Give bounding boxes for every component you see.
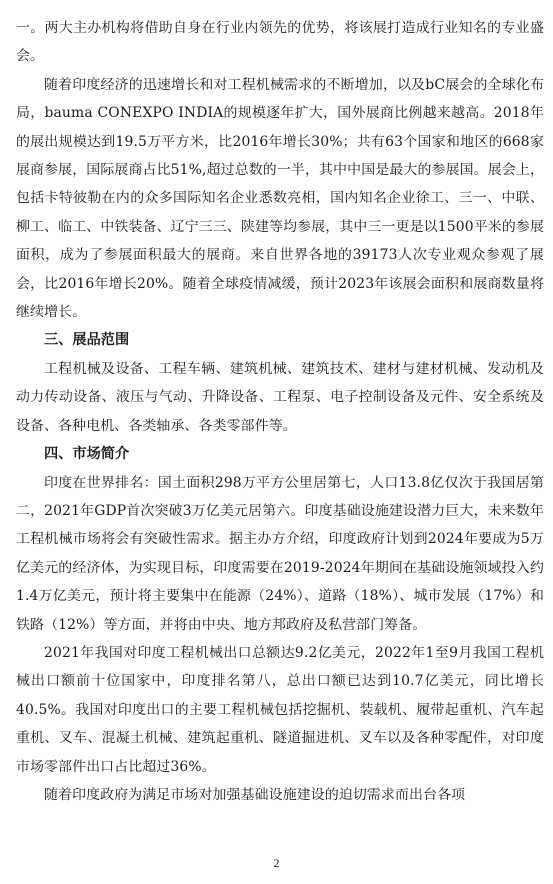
paragraph-india-ranking: 印度在世界排名：国土面积298万平方公里居第七，人口13.8亿仅次于我国居第二，2021年GDP首次突破3万亿美元居第六。印度基础设施建设潜力巨大，未来数年工程机械市场将会有突破性需求。据主办方介绍，印度政府计划到2024年要成为5万亿美元的经济体，为实现目标，印度需要在2019-2024年期间在基础设施领域投入约1.4万亿美元，预计将主要集中在能源（24%）、道路（18%）、城市发展（17%）和铁路（12%）等方面，并将由中央、地方邦政府及私营部门筹备。 <box>16 474 544 633</box>
paragraph-exhibit-scope: 工程机械及设备、工程车辆、建筑机械、建筑技术、建材与建材机械、发动机及动力传动设备、液压与气动、升降设备、工程泵、电子控制设备及元件、安全系统及设备、各种电机、各类轴承、各类零部件等。 <box>16 360 544 434</box>
page-number: 2 <box>273 856 280 870</box>
paragraph-export-stats: 2021年我国对印度工程机械出口总额达9.2亿美元，2022年1至9月我国工程机械出口额前十位国家中，印度排名第八，总出口额已达到10.7亿美元，同比增长40.5%。我国对印度出口的主要工程机械包括挖掘机、装载机、履带起重机、汽车起重机、叉车、混凝土机械、建筑起重机、隧道掘进机、叉车以及各种零配件，对印度市场零部件出口占比超过36%。 <box>16 644 544 775</box>
paragraph-government-policy: 随着印度政府为满足市场对加强基础设施建设的迫切需求而出台各项 <box>44 786 466 803</box>
section-heading-exhibit-scope: 三、展品范围 <box>44 332 130 349</box>
paragraph-continued: 一。两大主办机构将借助自身在行业内领先的优势，将该展打造成行业知名的专业盛会。 <box>16 20 544 65</box>
paragraph-exhibition-growth: 随着印度经济的迅速增长和对工程机械需求的不断增加，以及bC展会的全球化布局，bauma CONEXPO INDIA的规模逐年扩大，国外展商比例越来越高。2018年的展出规模达到19.5万平方米，比2016年增长30%；共有63个国家和地区的668家展商参展，国际展商占比51%,超过总数的一半，其中中国是最大的参展国。展会上，包括卡特彼勒在内的众多国际知名企业悉数亮相，国内知名企业徐工、三一、中联、柳工、临工、中铁装备、辽宁三三、陕建等均参展，其中三一更是以1500平米的参展面积，成为了参展面积最大的展商。来自世界各地的39173人次专业观众参观了展会，比2016年增长20%。随着全球疫情减缓，预计2023年该展会面积和展商数量将继续增长。 <box>16 76 544 321</box>
document-body <box>16 14 544 809</box>
section-heading-market-overview: 四、市场简介 <box>44 446 130 463</box>
